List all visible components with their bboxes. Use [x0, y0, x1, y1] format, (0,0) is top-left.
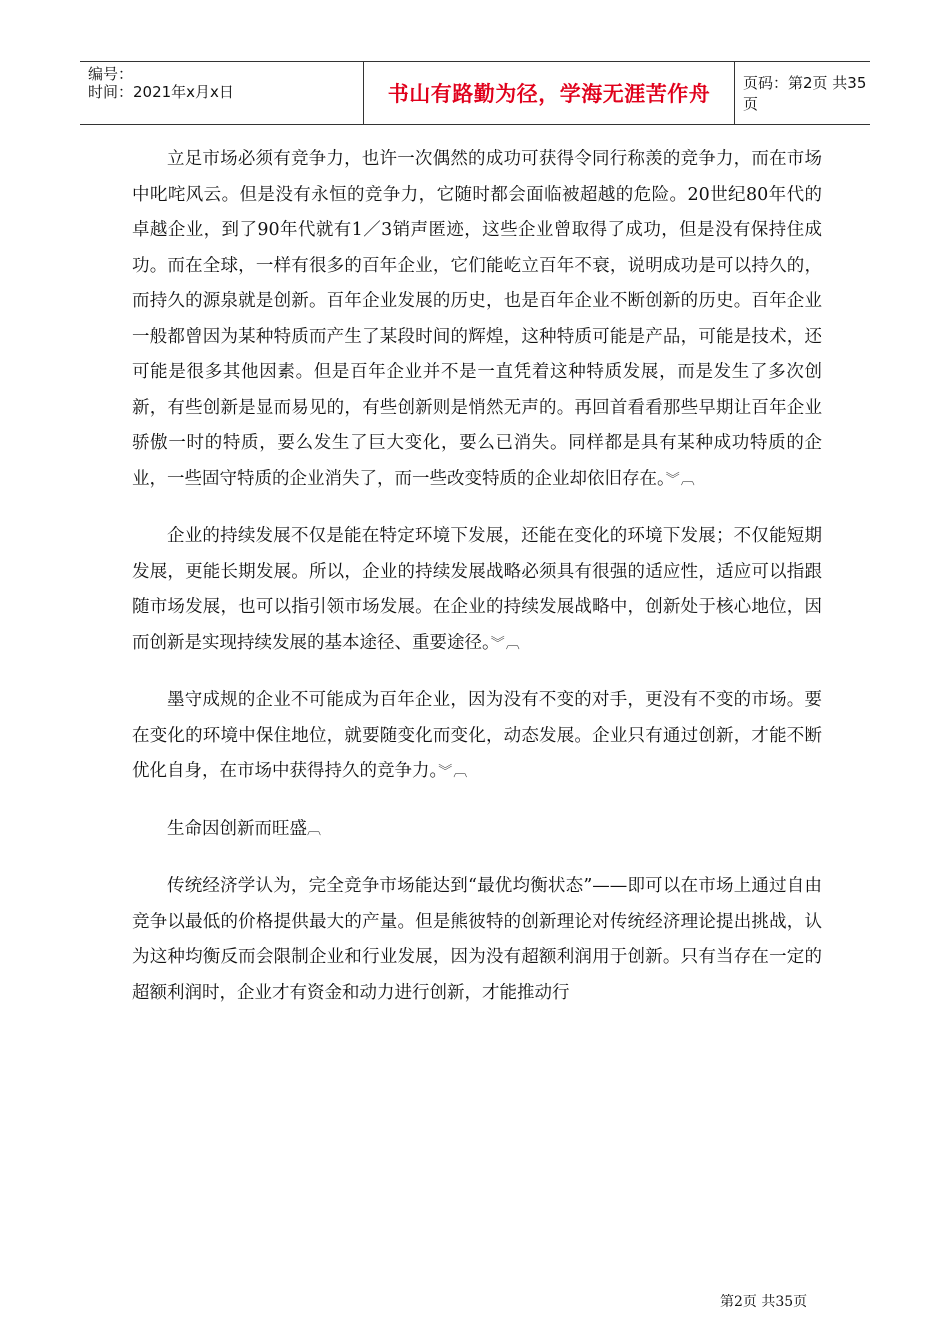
- date-label: 时间：2021年x月x日: [88, 83, 234, 101]
- paragraph: [132, 519, 822, 662]
- paragraph-text: 立足市场必须有竞争力，也许一次偶然的成功可获得令同行称羡的竞争力，而在市场中叱咤风云。但是没有永恒的竞争力，它随时都会面临被超越的危险。20世纪80年代的卓越企业，到了90年代就有1／3销声匿迹，这些企业曾取得了成功，但是没有保持住成功。而在全球，一样有很多的百年企业，它们能屹立百年不衰，说明成功是可以持久的，而持久的源泉就是创新。百年企业发展的历史，也是百年企业不断创新的历史。百年企业一般都曾因为某种特质而产生了某段时间的辉煌，这种特质可能是产品，可能是技术，还可能是很多其他因素。但是百年企业并不是一直凭着这种特质发展，而是发生了多次创新，有些创新是显而易见的，有些创新则是悄然无声的。再回首看看那些早期让百年企业骄傲一时的特质，要么发生了巨大变化，要么已消失。同样都是具有某种成功特质的企业，一些固守特质的企业消失了，而一些改变特质的企业却依旧存在。: [132, 149, 822, 489]
- paragraph: [132, 869, 822, 1012]
- paragraph-text: 企业的持续发展不仅是能在特定环境下发展，还能在变化的环境下发展；不仅能短期发展，更能长期发展。所以，企业的持续发展战略必须具有很强的适应性，适应可以指跟随市场发展，也可以指引领市场发展。在企业的持续发展战略中，创新处于核心地位，因而创新是实现持续发展的基本途径、重要途径。: [132, 526, 822, 653]
- paragraph-mark: ︾︹: [665, 471, 696, 488]
- paragraph: [132, 142, 822, 498]
- paragraph-mark: ︾︹: [438, 764, 469, 780]
- paragraph-text: 墨守成规的企业不可能成为百年企业，因为没有不变的对手，更没有不变的市场。要在变化的环境中保住地位，就要随变化而变化，动态发展。企业只有通过创新，才能不断优化自身，在市场中获得持久的竞争力。: [132, 690, 822, 781]
- document-body: [132, 142, 822, 1033]
- header-page-number: 页码：第2页 共35页: [743, 74, 867, 113]
- paragraph-mark: ︹: [307, 821, 322, 838]
- heading-text: 生命因创新而旺盛: [167, 818, 307, 839]
- header-motto: 书山有路勤为径，学海无涯苦作舟: [363, 62, 735, 124]
- footer-page-number: 第2页 共35页: [720, 1294, 808, 1310]
- paragraph-text: 传统经济学认为，完全竞争市场能达到“最优均衡状态”——即可以在市场上通过自由竞争以最低的价格提供最大的产量。但是熊彼特的创新理论对传统经济理论提出挑战，认为这种均衡反而会限制企业和行业发展，因为没有超额利润用于创新。只有当存在一定的超额利润时，企业才有资金和动力进行创新，才能推动行: [132, 876, 822, 1003]
- paragraph: [132, 683, 822, 791]
- page-header: [80, 61, 870, 125]
- code-label: 编号：: [88, 65, 134, 83]
- paragraph-mark: ︾︹: [490, 635, 521, 652]
- header-meta: [80, 62, 280, 127]
- section-heading: [132, 812, 822, 849]
